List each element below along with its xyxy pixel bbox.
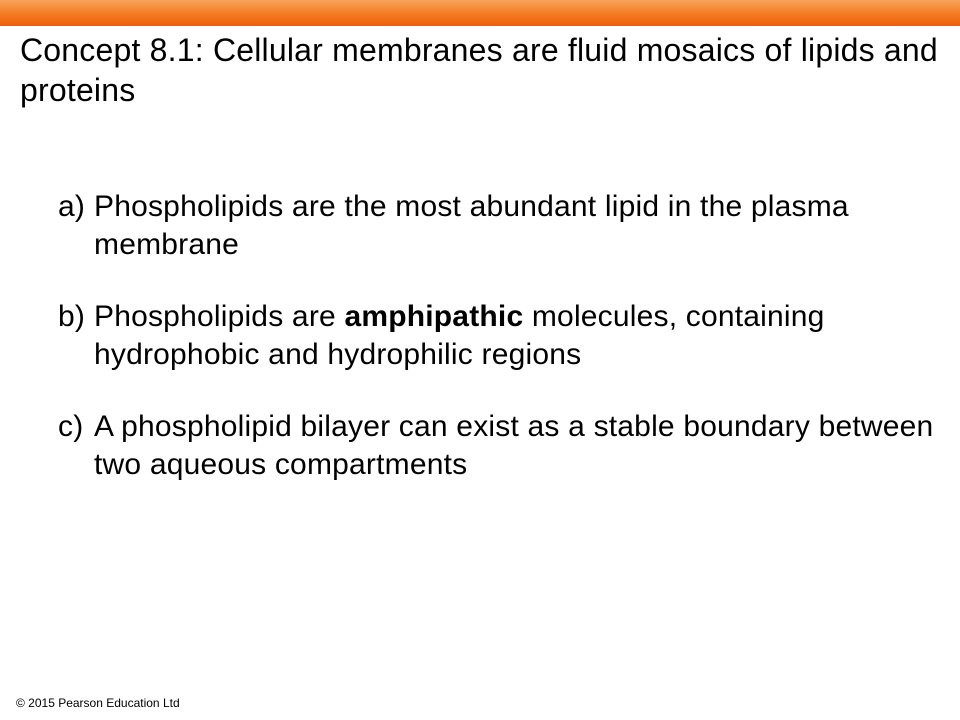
- bullet-text-part: molecules, containing hydrophobic and hydrophilic regions: [94, 300, 825, 371]
- bullet-text-part: Phospholipids are: [94, 300, 345, 333]
- slide-title: Concept 8.1: Cellular membranes are fluid mosaics of lipids and proteins: [20, 32, 938, 108]
- bullet-text-part: Phospholipids are the most abundant lipid in the plasma membrane: [94, 190, 849, 261]
- bullet-item-c: [58, 408, 938, 484]
- bold-term: amphipathic: [344, 300, 524, 333]
- bullet-item-a: [58, 188, 938, 264]
- bullet-marker: b): [58, 300, 86, 333]
- bullet-list: [58, 188, 938, 518]
- bullet-item-b: [58, 298, 938, 374]
- bullet-text-part: A phospholipid bilayer can exist as a stable boundary between two aqueous compartments: [94, 410, 934, 481]
- bullet-marker: a): [58, 190, 86, 223]
- bullet-text: [94, 188, 938, 264]
- bullet-marker: c): [58, 410, 84, 443]
- accent-bar: [0, 0, 960, 26]
- bullet-text: [94, 408, 938, 484]
- copyright-notice: © 2015 Pearson Education Ltd: [16, 696, 180, 710]
- bullet-text: [94, 298, 938, 374]
